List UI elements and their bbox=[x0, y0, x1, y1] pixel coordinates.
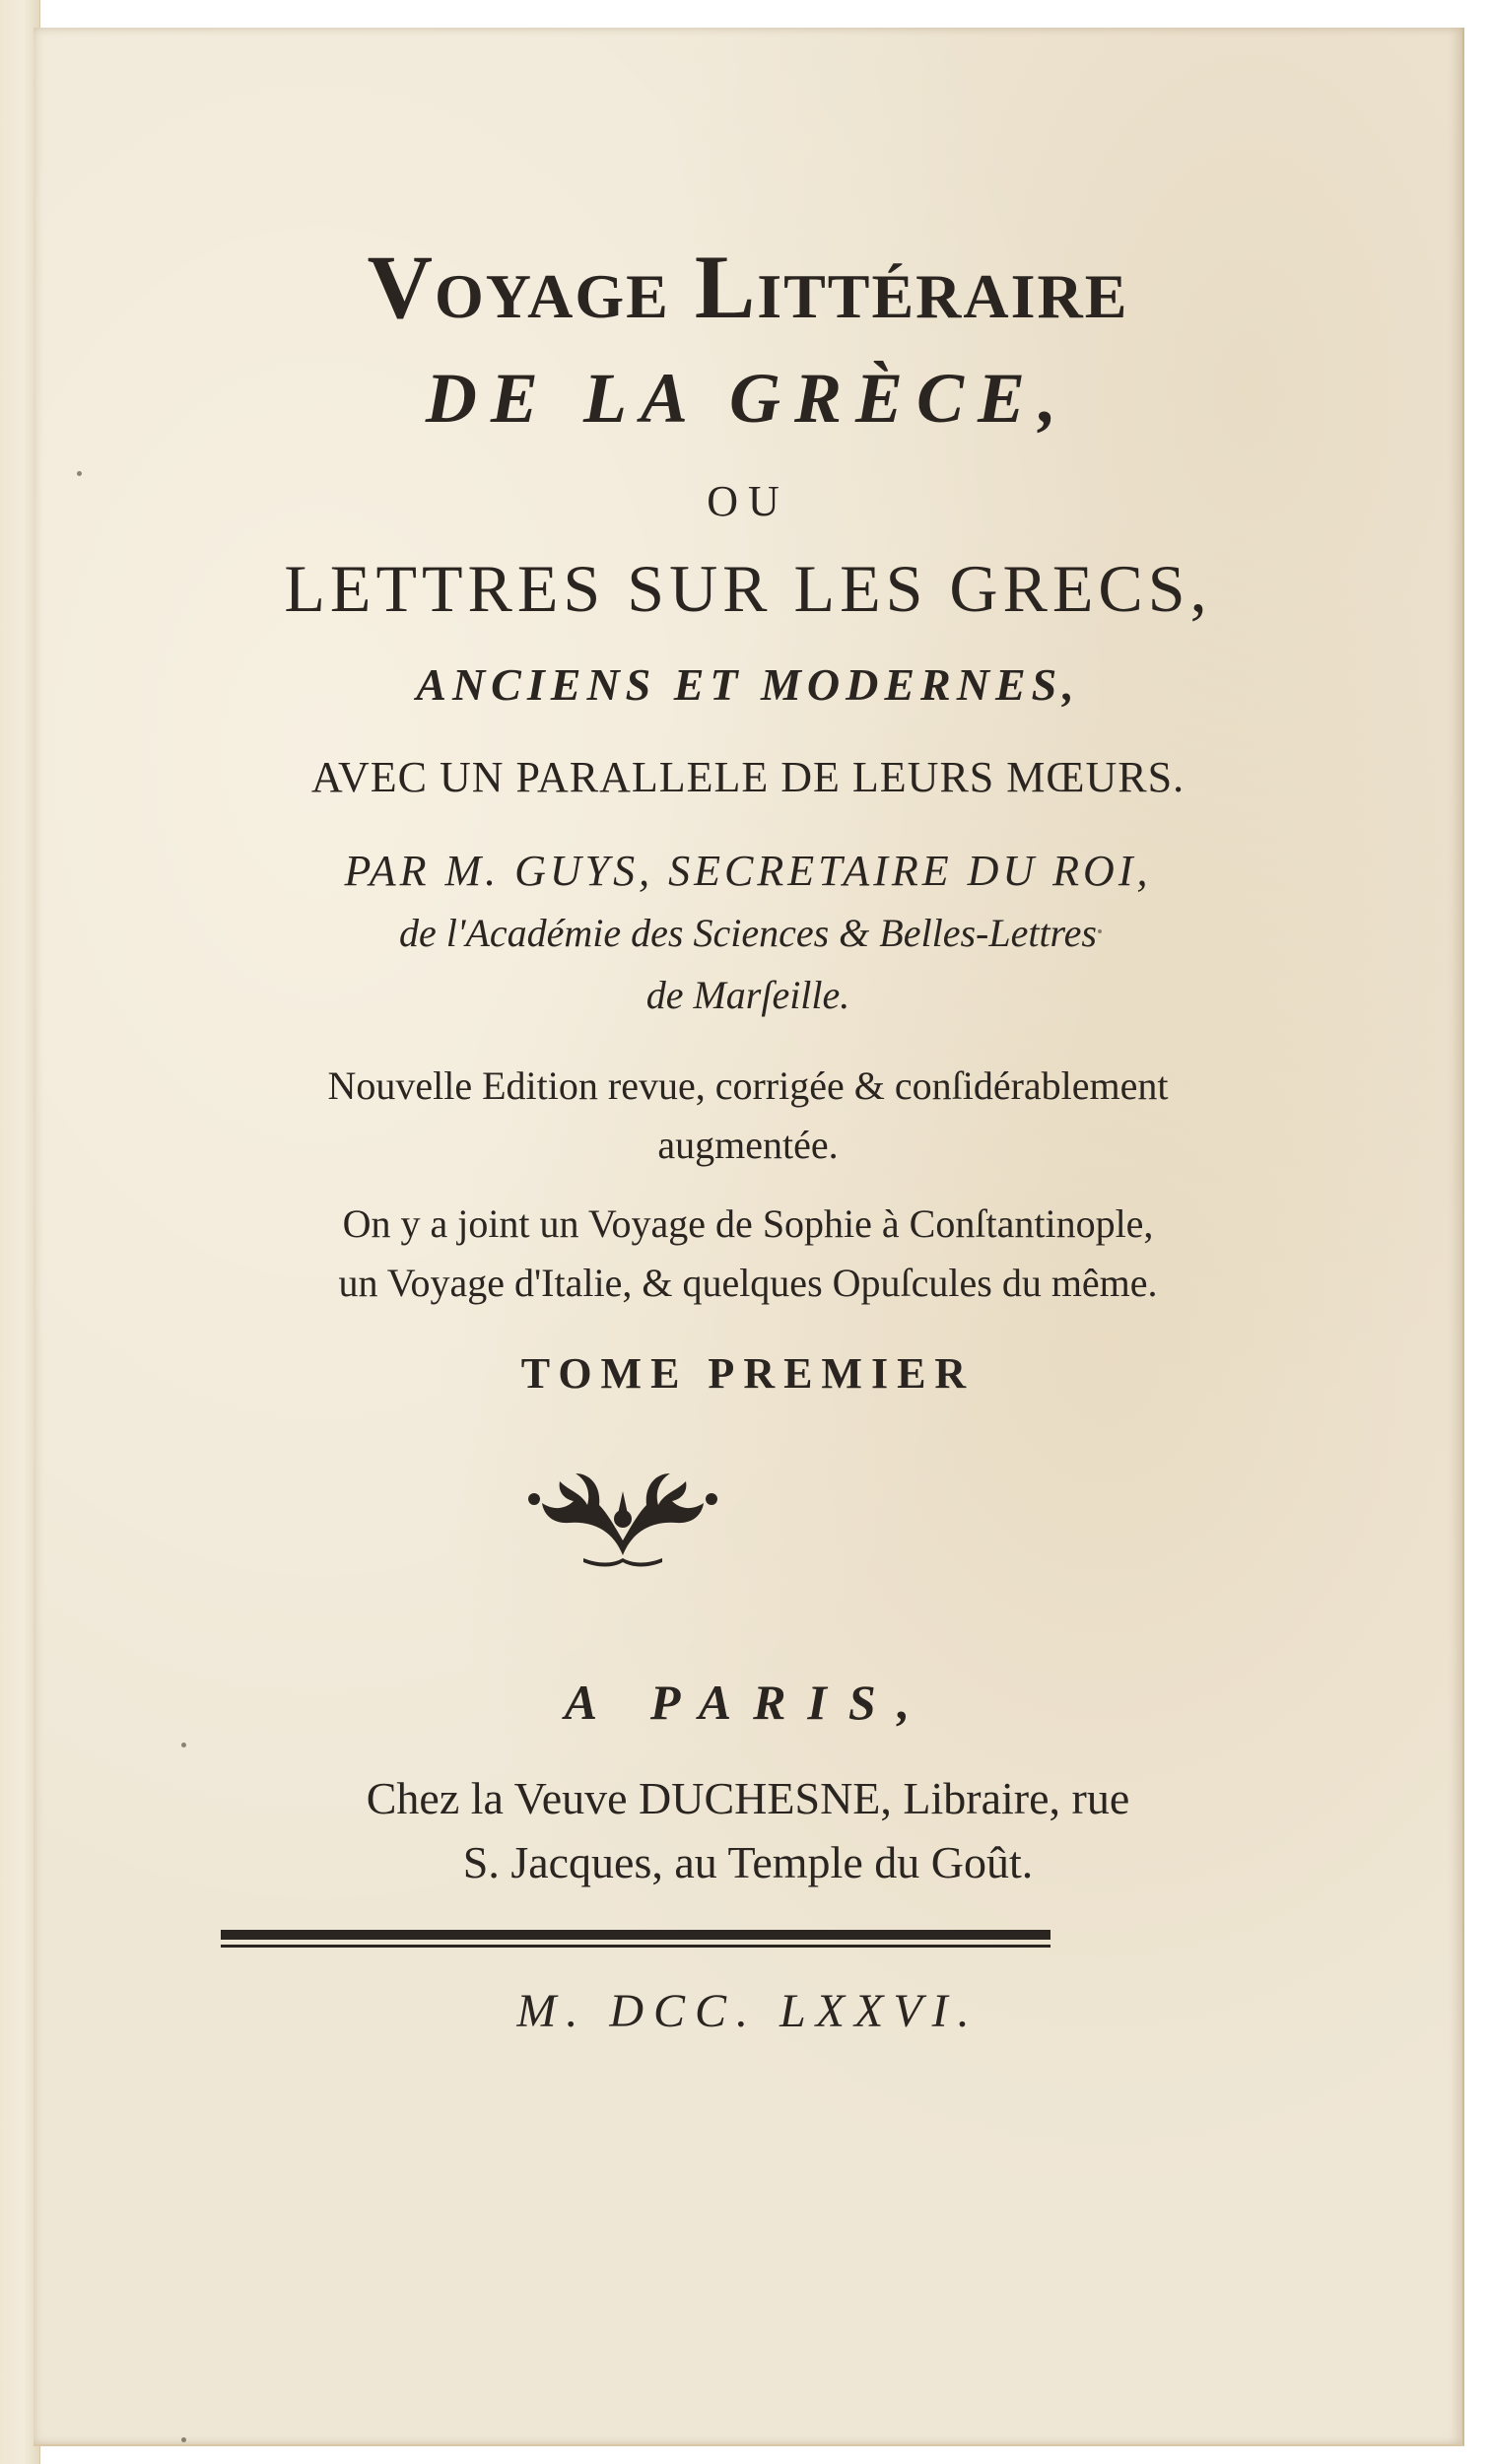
imprint-rule-thick bbox=[221, 1930, 1050, 1940]
title-page bbox=[34, 28, 1464, 2446]
title-addendum: AVEC UN PARALLELE DE LEURS MŒURS. bbox=[310, 753, 1186, 801]
ink-spot bbox=[77, 471, 82, 476]
volume-label: TOME PREMIER bbox=[520, 1349, 976, 1398]
conjunction-ou: OU bbox=[707, 477, 789, 525]
author-affiliation-line2: de Marſeille. bbox=[645, 973, 850, 1017]
alternate-title-subject: ANCIENS ET MODERNES, bbox=[416, 659, 1080, 710]
ink-spot bbox=[1098, 929, 1102, 933]
imprint-city: A PARIS, bbox=[564, 1675, 932, 1730]
author-line: PAR M. GUYS, SECRETAIRE DU ROI, bbox=[344, 847, 1152, 895]
supplement-statement-line2: un Voyage d'Italie, & quelques Opuſcules du même. bbox=[338, 1261, 1158, 1305]
supplement-statement-line1: On y a joint un Voyage de Sophie à Conſtantinople, bbox=[342, 1201, 1154, 1246]
imprint-publisher-line2: S. Jacques, au Temple du Goût. bbox=[462, 1837, 1034, 1887]
publication-year: M. DCC. LXXVI. bbox=[516, 1985, 980, 2037]
book-title-subject: DE LA GRÈCE, bbox=[425, 359, 1071, 438]
ink-spot bbox=[181, 2437, 186, 2442]
edition-statement-line2: augmentée. bbox=[657, 1123, 839, 1167]
edition-statement-line1: Nouvelle Edition revue, corrigée & conſidérablement bbox=[327, 1063, 1169, 1108]
imprint-publisher-line1: Chez la Veuve DUCHESNE, Libraire, rue bbox=[366, 1773, 1130, 1823]
book-title: Voyage Littéraire bbox=[367, 237, 1129, 337]
author-affiliation-line1: de l'Académie des Sciences & Belles-Lettres bbox=[399, 911, 1097, 955]
imprint-rule-thin bbox=[221, 1945, 1050, 1948]
fleuron-ornament-icon bbox=[514, 1462, 731, 1570]
alternate-title: LETTRES SUR LES GRECS, bbox=[284, 551, 1212, 626]
ink-spot bbox=[181, 1743, 186, 1747]
